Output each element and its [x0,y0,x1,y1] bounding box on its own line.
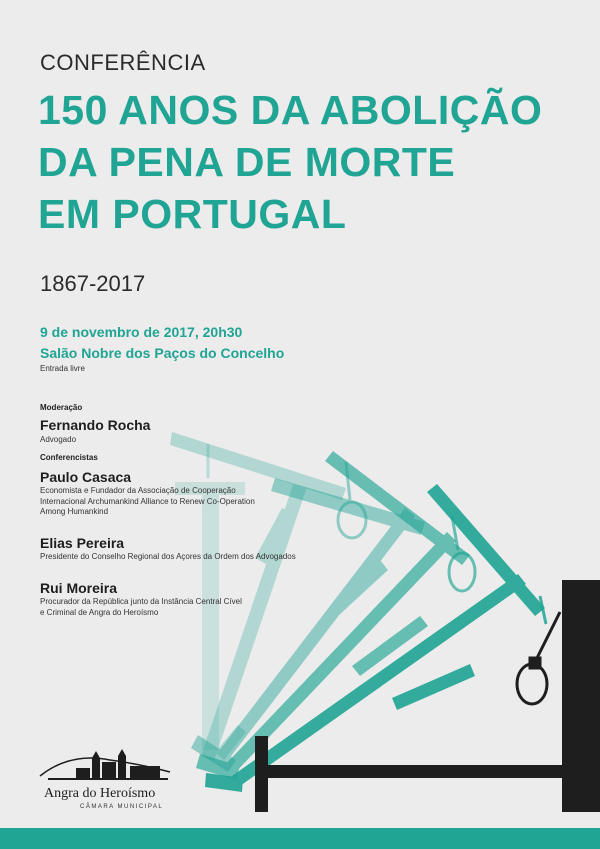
speaker-description [40,552,296,563]
moderator-name: Fernando Rocha [40,417,151,433]
event-entry: Entrada livre [40,364,85,373]
speaker-desc-line: Procurador da República junto da Instância Central Cível [40,597,242,606]
event-venue: Salão Nobre dos Paços do Concelho [40,345,285,361]
speaker-name: Paulo Casaca [40,469,132,485]
years: 1867-2017 [40,271,146,296]
speakers-label: Conferencistas [40,453,98,462]
speaker-desc-line: Among Humankind [40,507,109,516]
logo-name: Angra do Heroísmo [44,786,156,801]
speaker-desc-line: Economista e Fundador da Associação de Cooperação [40,486,236,495]
speaker-name: Rui Moreira [40,580,118,596]
speaker-desc-line: Presidente do Conselho Regional dos Açores da Ordem dos Advogados [40,552,296,561]
title-line-3: EM PORTUGAL [38,191,347,237]
speaker-description [40,486,255,518]
title-line-2: DA PENA DE MORTE [38,139,456,185]
speaker-desc-line: Internacional Archumankind Alliance to Renew Co-Operation [40,496,255,506]
main-title [38,84,542,240]
title-line-1: 150 ANOS DA ABOLIÇÃO [38,87,543,133]
speaker-name: Elias Pereira [40,535,125,551]
bottom-bar [0,828,600,849]
speaker-description [40,597,242,618]
pre-title: CONFERÊNCIA [40,50,206,75]
logo-subtitle: CÂMARA MUNICIPAL [80,804,164,810]
event-date: 9 de novembro de 2017, 20h30 [40,324,243,340]
moderator-role: Advogado [40,435,77,444]
speaker-desc-line: e Criminal de Angra do Heroísmo [40,607,159,617]
moderation-label: Moderação [40,403,83,412]
